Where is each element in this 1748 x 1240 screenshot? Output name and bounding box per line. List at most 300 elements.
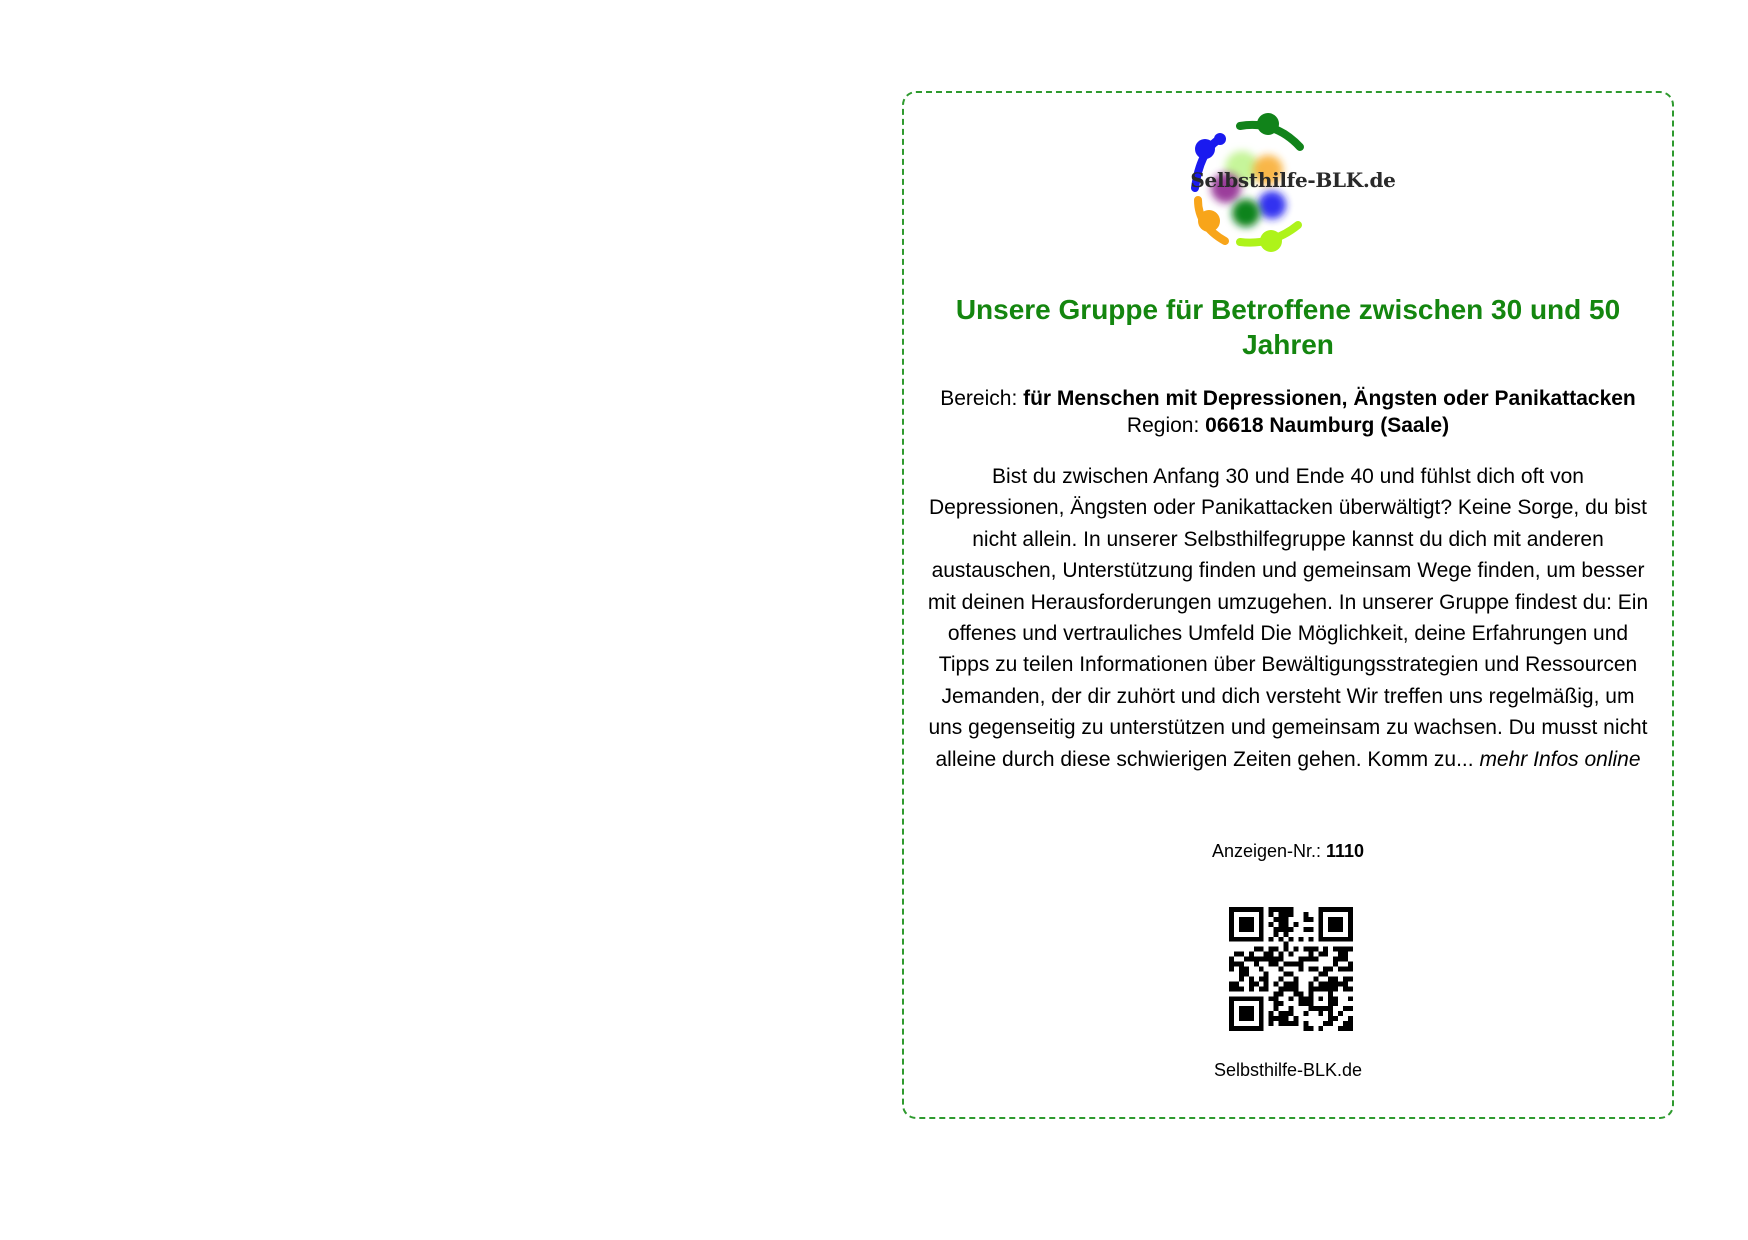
qr-module: [1279, 991, 1284, 996]
qr-module: [1328, 981, 1333, 986]
qr-module: [1298, 937, 1303, 942]
logo-dot-green: [1257, 113, 1279, 135]
qr-module: [1293, 922, 1298, 927]
qr-module: [1249, 981, 1254, 986]
qr-module: [1318, 932, 1323, 937]
qr-module: [1308, 1006, 1313, 1011]
qr-module: [1289, 1011, 1294, 1016]
qr-module: [1318, 981, 1323, 986]
qr-module: [1328, 1001, 1333, 1006]
qr-module: [1254, 937, 1259, 942]
qr-module: [1249, 927, 1254, 932]
qr-module: [1348, 962, 1353, 967]
qr-module: [1239, 1026, 1244, 1031]
qr-module: [1259, 1026, 1264, 1031]
qr-module: [1318, 912, 1323, 917]
qr-module: [1259, 937, 1264, 942]
qr-module: [1333, 986, 1338, 991]
qr-module: [1323, 937, 1328, 942]
region-value: 06618 Naumburg (Saale): [1205, 414, 1450, 437]
qr-module: [1264, 981, 1269, 986]
qr-module: [1259, 912, 1264, 917]
logo-dot-blue: [1195, 139, 1215, 159]
qr-module: [1323, 1021, 1328, 1026]
qr-module: [1279, 976, 1284, 981]
qr-module: [1239, 976, 1244, 981]
qr-module: [1274, 991, 1279, 996]
qr-module: [1333, 922, 1338, 927]
qr-module: [1249, 1011, 1254, 1016]
qr-module: [1259, 927, 1264, 932]
qr-module: [1298, 962, 1303, 967]
qr-module: [1323, 986, 1328, 991]
qr-module: [1298, 1001, 1303, 1006]
qr-module: [1318, 907, 1323, 912]
qr-module: [1259, 967, 1264, 972]
qr-module: [1239, 971, 1244, 976]
qr-module: [1249, 922, 1254, 927]
qr-module: [1234, 937, 1239, 942]
qr-module: [1274, 1016, 1279, 1021]
qr-module: [1348, 1021, 1353, 1026]
qr-module: [1229, 907, 1234, 912]
qr-module: [1229, 932, 1234, 937]
qr-module: [1318, 952, 1323, 957]
qr-module: [1264, 957, 1269, 962]
qr-module: [1229, 981, 1234, 986]
qr-module: [1229, 986, 1234, 991]
region-label: Region:: [1126, 414, 1206, 437]
qr-module: [1274, 981, 1279, 986]
qr-module: [1303, 917, 1308, 922]
qr-module: [1308, 917, 1313, 922]
qr-module: [1333, 981, 1338, 986]
qr-module: [1249, 976, 1254, 981]
qr-module: [1328, 986, 1333, 991]
qr-module: [1318, 986, 1323, 991]
qr-module: [1269, 912, 1274, 917]
qr-module: [1298, 996, 1303, 1001]
qr-module: [1274, 1001, 1279, 1006]
qr-module: [1229, 937, 1234, 942]
qr-module: [1343, 1021, 1348, 1026]
qr-module: [1289, 971, 1294, 976]
qr-module: [1303, 1011, 1308, 1016]
qr-module: [1313, 947, 1318, 952]
qr-module: [1298, 967, 1303, 972]
qr-module: [1259, 976, 1264, 981]
qr-module: [1239, 952, 1244, 957]
qr-module: [1338, 927, 1343, 932]
qr-module: [1348, 932, 1353, 937]
qr-module: [1328, 937, 1333, 942]
qr-module: [1318, 937, 1323, 942]
qr-module: [1269, 952, 1274, 957]
qr-module: [1328, 917, 1333, 922]
qr-module: [1328, 1006, 1333, 1011]
qr-module: [1274, 1006, 1279, 1011]
qr-module: [1289, 962, 1294, 967]
qr-module: [1279, 1001, 1284, 1006]
qr-module: [1234, 907, 1239, 912]
qr-module: [1269, 996, 1274, 1001]
qr-module: [1229, 917, 1234, 922]
qr-module: [1239, 927, 1244, 932]
qr-module: [1279, 937, 1284, 942]
qr-module: [1244, 922, 1249, 927]
qr-module: [1289, 986, 1294, 991]
qr-module: [1333, 957, 1338, 962]
qr-module: [1284, 971, 1289, 976]
qr-module: [1348, 912, 1353, 917]
qr-module: [1308, 947, 1313, 952]
qr-module: [1284, 907, 1289, 912]
selbsthilfe-logo: [1180, 106, 1406, 256]
qr-module: [1259, 996, 1264, 1001]
qr-module: [1279, 927, 1284, 932]
qr-module: [1244, 1016, 1249, 1021]
qr-module: [1338, 1026, 1343, 1031]
qr-module: [1308, 952, 1313, 957]
qr-module: [1234, 962, 1239, 967]
qr-module: [1313, 957, 1318, 962]
logo-dot-orange: [1198, 210, 1220, 232]
qr-module: [1308, 1001, 1313, 1006]
qr-module: [1229, 922, 1234, 927]
qr-module: [1293, 1016, 1298, 1021]
qr-module: [1259, 1021, 1264, 1026]
qr-module: [1343, 907, 1348, 912]
qr-module: [1239, 986, 1244, 991]
qr-module: [1254, 957, 1259, 962]
qr-module: [1254, 962, 1259, 967]
qr-module: [1293, 1021, 1298, 1026]
qr-module: [1323, 952, 1328, 957]
qr-module: [1333, 927, 1338, 932]
qr-module: [1274, 957, 1279, 962]
qr-module: [1254, 907, 1259, 912]
qr-module: [1313, 986, 1318, 991]
qr-module: [1318, 1026, 1323, 1031]
qr-module: [1318, 917, 1323, 922]
qr-module: [1303, 947, 1308, 952]
qr-module: [1348, 937, 1353, 942]
qr-module: [1318, 1011, 1323, 1016]
qr-module: [1328, 922, 1333, 927]
qr-module: [1229, 1011, 1234, 1016]
qr-module: [1308, 957, 1313, 962]
qr-module: [1289, 912, 1294, 917]
site-url[interactable]: Selbsthilfe-BLK.de: [1213, 1060, 1363, 1080]
qr-module: [1274, 996, 1279, 1001]
qr-module: [1313, 967, 1318, 972]
logo-dot-blue-small: [1214, 133, 1226, 145]
qr-module: [1338, 947, 1343, 952]
qr-module: [1269, 1016, 1274, 1021]
qr-module: [1259, 1006, 1264, 1011]
qr-module: [1333, 937, 1338, 942]
more-info-link[interactable]: mehr Infos online: [1479, 747, 1641, 771]
qr-module: [1284, 1016, 1289, 1021]
qr-module: [1234, 1026, 1239, 1031]
qr-module: [1259, 907, 1264, 912]
qr-module: [1239, 996, 1244, 1001]
qr-module: [1239, 1006, 1244, 1011]
qr-module: [1259, 922, 1264, 927]
qr-module: [1338, 957, 1343, 962]
qr-module: [1279, 967, 1284, 972]
qr-module: [1323, 967, 1328, 972]
qr-module: [1289, 996, 1294, 1001]
qr-module: [1333, 962, 1338, 967]
qr-module: [1229, 996, 1234, 1001]
qr-module: [1348, 907, 1353, 912]
qr-module: [1328, 976, 1333, 981]
qr-module: [1229, 957, 1234, 962]
qr-module: [1259, 986, 1264, 991]
qr-module: [1284, 1011, 1289, 1016]
qr-module: [1264, 971, 1269, 976]
qr-module: [1333, 907, 1338, 912]
qr-module: [1259, 947, 1264, 952]
qr-module: [1338, 967, 1343, 972]
qr-module: [1338, 1011, 1343, 1016]
qr-module: [1323, 907, 1328, 912]
qr-module: [1254, 947, 1259, 952]
qr-module: [1348, 976, 1353, 981]
qr-module: [1298, 991, 1303, 996]
qr-module: [1289, 952, 1294, 957]
qr-module: [1284, 927, 1289, 932]
qr-module: [1279, 952, 1284, 957]
qr-module: [1269, 937, 1274, 942]
logo-blob-green: [1232, 199, 1260, 227]
qr-module: [1338, 922, 1343, 927]
qr-module: [1303, 927, 1308, 932]
qr-module: [1264, 986, 1269, 991]
qr-module: [1284, 942, 1289, 947]
qr-module: [1264, 952, 1269, 957]
qr-module: [1328, 1016, 1333, 1021]
qr-module: [1259, 1011, 1264, 1016]
bereich-value: für Menschen mit Depressionen, Ängsten oder Panikattacken: [1023, 387, 1636, 410]
qr-module: [1323, 947, 1328, 952]
qr-module: [1249, 986, 1254, 991]
qr-module: [1323, 1006, 1328, 1011]
qr-module: [1229, 927, 1234, 932]
qr-module: [1239, 1011, 1244, 1016]
qr-module: [1343, 981, 1348, 986]
qr-module: [1254, 981, 1259, 986]
qr-module: [1239, 917, 1244, 922]
qr-module: [1274, 907, 1279, 912]
qr-module: [1244, 1026, 1249, 1031]
qr-module: [1274, 932, 1279, 937]
ad-description: [922, 461, 1654, 775]
qr-module: [1229, 1006, 1234, 1011]
qr-module: [1279, 912, 1284, 917]
qr-module: [1274, 917, 1279, 922]
qr-module: [1328, 1011, 1333, 1016]
qr-module: [1244, 1006, 1249, 1011]
qr-module: [1348, 996, 1353, 1001]
qr-module: [1279, 917, 1284, 922]
qr-module: [1239, 1016, 1244, 1021]
qr-module: [1229, 1021, 1234, 1026]
qr-module: [1269, 962, 1274, 967]
logo-text: Selbsthilfe-BLK.de: [1190, 168, 1396, 192]
qr-module: [1333, 1016, 1338, 1021]
qr-module: [1269, 947, 1274, 952]
qr-module: [1343, 952, 1348, 957]
qr-module: [1244, 937, 1249, 942]
qr-module: [1318, 922, 1323, 927]
qr-module: [1343, 957, 1348, 962]
qr-module: [1284, 912, 1289, 917]
qr-module: [1289, 981, 1294, 986]
qr-module: [1323, 981, 1328, 986]
qr-module: [1269, 1021, 1274, 1026]
qr-module: [1308, 967, 1313, 972]
qr-module: [1343, 986, 1348, 991]
qr-module: [1338, 907, 1343, 912]
qr-module: [1259, 917, 1264, 922]
qr-module: [1289, 1006, 1294, 1011]
qr-module: [1239, 937, 1244, 942]
logo-dot-lightgreen: [1260, 230, 1282, 252]
qr-module: [1348, 922, 1353, 927]
qr-module: [1269, 922, 1274, 927]
qr-module: [1293, 981, 1298, 986]
qr-module: [1234, 996, 1239, 1001]
ad-title: Unsere Gruppe für Betroffene zwischen 30 und 50 Jahren: [955, 294, 1621, 360]
qr-module: [1343, 947, 1348, 952]
qr-module: [1239, 962, 1244, 967]
qr-module: [1289, 927, 1294, 932]
qr-module: [1249, 1016, 1254, 1021]
qr-module: [1264, 976, 1269, 981]
qr-module: [1328, 927, 1333, 932]
qr-module: [1244, 967, 1249, 972]
qr-module: [1298, 957, 1303, 962]
qr-module: [1348, 1016, 1353, 1021]
logo-blob-blue: [1258, 191, 1286, 219]
qr-module: [1244, 907, 1249, 912]
qr-module: [1348, 947, 1353, 952]
qr-module: [1259, 1001, 1264, 1006]
qr-module: [1303, 1026, 1308, 1031]
qr-module: [1284, 947, 1289, 952]
qr-module: [1274, 927, 1279, 932]
qr-module: [1244, 917, 1249, 922]
qr-module: [1308, 937, 1313, 942]
ad-number-label: Anzeigen-Nr.:: [1211, 841, 1326, 861]
qr-module: [1239, 907, 1244, 912]
qr-module: [1229, 1001, 1234, 1006]
qr-module: [1343, 1006, 1348, 1011]
bereich-label: Bereich:: [940, 387, 1024, 410]
qr-code[interactable]: [1229, 907, 1353, 1031]
qr-module: [1328, 1021, 1333, 1026]
qr-module: [1343, 967, 1348, 972]
qr-module: [1249, 917, 1254, 922]
qr-module: [1269, 1011, 1274, 1016]
qr-module: [1274, 962, 1279, 967]
qr-module: [1284, 917, 1289, 922]
qr-module: [1239, 922, 1244, 927]
qr-module: [1338, 917, 1343, 922]
qr-module: [1254, 996, 1259, 1001]
qr-module: [1308, 996, 1313, 1001]
qr-module: [1348, 927, 1353, 932]
qr-module: [1249, 957, 1254, 962]
qr-module: [1313, 976, 1318, 981]
qr-module: [1343, 1026, 1348, 1031]
qr-module: [1328, 907, 1333, 912]
qr-module: [1229, 962, 1234, 967]
qr-module: [1348, 967, 1353, 972]
qr-module: [1284, 981, 1289, 986]
qr-module: [1269, 907, 1274, 912]
qr-module: [1338, 981, 1343, 986]
qr-module: [1274, 947, 1279, 952]
bereich-line: [904, 385, 1672, 412]
qr-module: [1338, 952, 1343, 957]
qr-module: [1293, 947, 1298, 952]
qr-module: [1308, 981, 1313, 986]
qr-module: [1289, 907, 1294, 912]
qr-module: [1333, 1001, 1338, 1006]
qr-module: [1259, 932, 1264, 937]
qr-module: [1308, 1026, 1313, 1031]
qr-module: [1293, 976, 1298, 981]
ad-number-value: 1110: [1326, 841, 1365, 861]
qr-module: [1244, 971, 1249, 976]
qr-module: [1328, 967, 1333, 972]
qr-module: [1234, 986, 1239, 991]
qr-module: [1249, 952, 1254, 957]
qr-module: [1244, 927, 1249, 932]
qr-module: [1249, 1006, 1254, 1011]
qr-module: [1279, 986, 1284, 991]
qr-module: [1284, 986, 1289, 991]
qr-module: [1249, 1026, 1254, 1031]
qr-module: [1284, 962, 1289, 967]
qr-module: [1289, 1021, 1294, 1026]
qr-module: [1284, 922, 1289, 927]
ad-meta: [904, 385, 1672, 439]
qr-module: [1229, 912, 1234, 917]
qr-module: [1229, 967, 1234, 972]
qr-module: [1303, 996, 1308, 1001]
qr-module: [1348, 1026, 1353, 1031]
qr-module: [1348, 986, 1353, 991]
qr-module: [1279, 1016, 1284, 1021]
qr-module: [1308, 986, 1313, 991]
qr-module: [1229, 1016, 1234, 1021]
qr-module: [1303, 1021, 1308, 1026]
qr-module: [1284, 1021, 1289, 1026]
qr-module: [1318, 927, 1323, 932]
qr-module: [1259, 957, 1264, 962]
qr-module: [1249, 937, 1254, 942]
qr-module: [1333, 917, 1338, 922]
qr-module: [1293, 991, 1298, 996]
qr-module: [1333, 947, 1338, 952]
qr-module: [1343, 976, 1348, 981]
qr-module: [1293, 986, 1298, 991]
region-line: [904, 412, 1672, 439]
